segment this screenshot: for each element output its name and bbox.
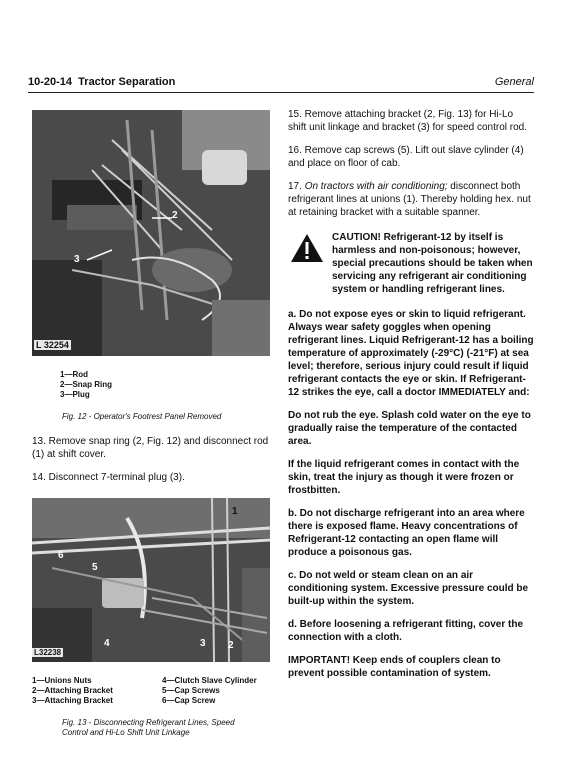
page-header <box>28 76 534 93</box>
legend-item: 6—Cap Screw <box>162 695 216 705</box>
callout-4: 4 <box>104 637 110 649</box>
legend-item: 2—Attaching Bracket <box>32 685 113 695</box>
figure-13-legend <box>32 676 272 708</box>
step-13: 13. Remove snap ring (2, Fig. 12) and disconnect rod (1) at shift cover. <box>32 435 269 460</box>
warning-icon <box>290 233 324 263</box>
photo-code: L 32254 <box>36 340 69 350</box>
section-title: Tractor Separation <box>78 76 176 88</box>
warning-c: c. Do not weld or steam clean on an air conditioning system. Excessive pressure could be built-up within the system. <box>288 570 529 607</box>
step-14: 14. Disconnect 7-terminal plug (3). <box>32 471 185 483</box>
section-number: 10-20-14 <box>28 76 73 88</box>
left-column <box>32 110 272 739</box>
figure-13-photo <box>32 498 270 662</box>
important-note: IMPORTANT! Keep ends of couplers clean to prevent possible contamination of system. <box>288 655 501 679</box>
figure-13-caption: Fig. 13 - Disconnecting Refrigerant Lines, Speed Control and Hi-Lo Shift Unit Linkage <box>62 717 235 737</box>
callout-3: 3 <box>200 637 206 649</box>
callout-2: 2 <box>228 639 234 651</box>
warning-b: b. Do not discharge refrigerant into an area where there is exposed flame. Heavy concentrations of Refrigerant-12 contacting an open flame will produce a poisonous gas. <box>288 508 525 558</box>
step-16: 16. Remove cap screws (5). Lift out slave cylinder (4) and place on floor of cab. <box>288 145 524 169</box>
warning-a: a. Do not expose eyes or skin to liquid refrigerant. Always wear safety goggles when opening refrigerant lines. Liquid Refrigerant-12 has a boiling temperature of approximately (-29°C) (-21°F) at sea level; therefore, serious injury could result if liquid refrigerant contacts the eye or skin. If Refrigerant-12 strikes the eye, call a doctor IMMEDIATELY and: <box>288 309 534 398</box>
callout-6: 6 <box>58 549 64 561</box>
right-column <box>288 108 534 680</box>
figure-12-illustration <box>32 110 270 356</box>
legend-item: 4—Clutch Slave Cylinder <box>162 675 257 685</box>
legend-item: 1—Rod <box>60 370 88 379</box>
legend-item: 3—Attaching Bracket <box>32 695 113 705</box>
callout-1: 1 <box>232 505 238 517</box>
callout-5: 5 <box>92 561 98 573</box>
figure-12-legend <box>60 370 272 400</box>
legend-item: 1—Unions Nuts <box>32 675 92 685</box>
step-17-number: 17. <box>288 181 302 192</box>
step-17-condition: On tractors with air conditioning; <box>304 181 448 192</box>
step-17 <box>288 180 534 219</box>
step-15: 15. Remove attaching bracket (2, Fig. 13) for Hi-Lo shift unit linkage and bracket (3) for speed control rod. <box>288 109 528 133</box>
warning-d: d. Before loosening a refrigerant fitting, cover the connection with a cloth. <box>288 619 524 643</box>
step-17-text: disconnect both refrigerant lines at unions (1). Thereby holding hex. nut at retaining bracket with a suitable spanner. <box>288 181 531 218</box>
callout-2: 2 <box>172 210 178 221</box>
figure-12-caption: Fig. 12 - Operator's Footrest Panel Removed <box>62 412 222 421</box>
legend-item: 3—Plug <box>60 390 90 399</box>
warning-eye: Do not rub the eye. Splash cold water on the eye to gradually raise the temperature of the contacted area. <box>288 410 531 447</box>
figure-12-photo <box>32 110 270 356</box>
callout-3: 3 <box>74 254 80 265</box>
photo-code: L32238 <box>34 647 62 657</box>
header-left <box>28 76 175 88</box>
header-right: General <box>494 76 534 88</box>
figure-13-illustration <box>32 498 270 662</box>
legend-item: 5—Cap Screws <box>162 685 220 695</box>
warning-skin: If the liquid refrigerant comes in contact with the skin, treat the injury as though it were frozen or frostbitten. <box>288 459 520 496</box>
legend-item: 2—Snap Ring <box>60 380 113 389</box>
caution-text: CAUTION! Refrigerant-12 by itself is harmless and non-poisonous; however, special precautions should be taken when servicing any refrigerant air conditioning system or handling refrigerant lines. <box>332 232 533 295</box>
caution-block <box>288 231 534 296</box>
